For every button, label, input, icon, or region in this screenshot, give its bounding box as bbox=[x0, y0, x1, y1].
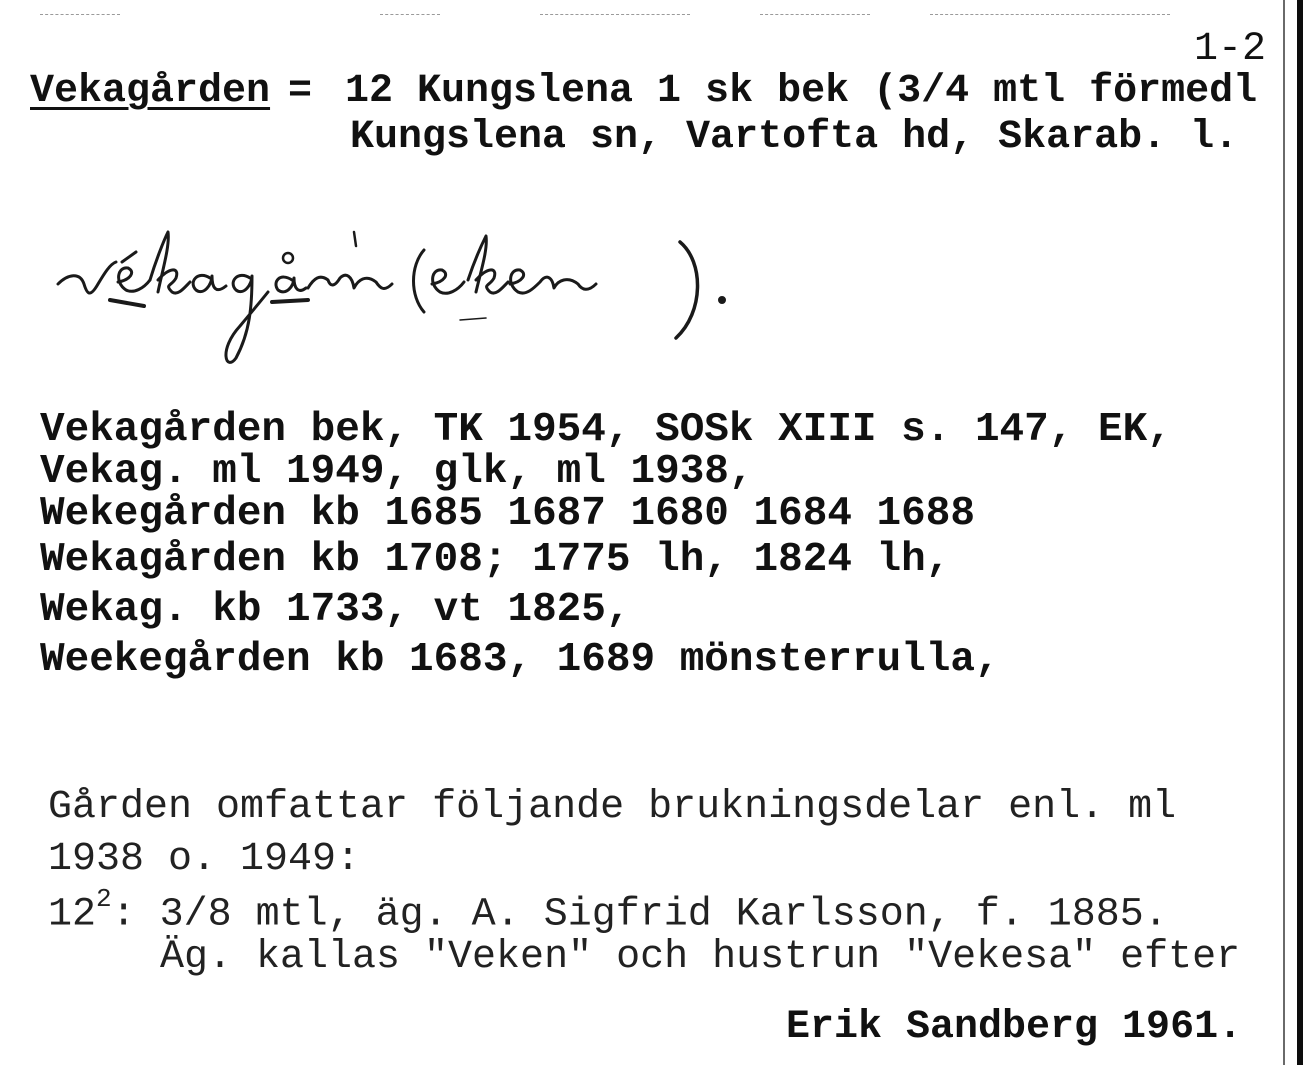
card-edge-line bbox=[1283, 0, 1285, 1065]
card-edge bbox=[1297, 0, 1303, 1065]
name-form-line: Vekagården bek, TK 1954, SOSk XIII s. 147, EK, bbox=[40, 407, 1172, 453]
top-edge-mark bbox=[930, 14, 1170, 16]
name-form-line: Wekagården kb 1708; 1775 lh, 1824 lh, bbox=[40, 537, 951, 583]
entry-location-line1: 12 Kungslena 1 sk bek (3/4 mtl förmedl bbox=[345, 69, 1258, 114]
top-edge-mark bbox=[40, 14, 120, 16]
farm-subnumber: 2 bbox=[96, 884, 112, 914]
top-edge-mark bbox=[540, 14, 690, 16]
note-line: Gården omfattar följande brukningsdelar enl. ml bbox=[48, 785, 1177, 830]
entry-location-line2: Kungslena sn, Vartofta hd, Skarab. l. bbox=[350, 115, 1239, 160]
name-form-line: Wekegården kb 1685 1687 1680 1684 1688 bbox=[40, 491, 975, 537]
card-number: 1-2 bbox=[1194, 27, 1267, 72]
entry-separator: = bbox=[288, 69, 313, 114]
farm-number: 12 bbox=[48, 892, 97, 938]
note-line: 1938 o. 1949: bbox=[48, 837, 361, 882]
signature: Erik Sandberg 1961. bbox=[786, 1005, 1243, 1050]
name-form-line: Weekegården kb 1683, 1689 mönsterrulla, bbox=[40, 637, 1000, 683]
note-line: Äg. kallas "Veken" och hustrun "Vekesa" efter bbox=[160, 935, 1241, 980]
top-edge-mark bbox=[760, 14, 870, 16]
name-form-line: Vekag. ml 1949, glk, ml 1938, bbox=[40, 449, 754, 495]
note-line bbox=[48, 884, 1168, 938]
top-edge-mark bbox=[380, 14, 440, 16]
name-form-line: Wekag. kb 1733, vt 1825, bbox=[40, 587, 631, 633]
handwritten-pronunciation bbox=[40, 222, 760, 372]
entry-title: Vekagården bbox=[30, 69, 271, 114]
farm-owner-text: : 3/8 mtl, äg. A. Sigfrid Karlsson, f. 1885. bbox=[111, 892, 1168, 938]
